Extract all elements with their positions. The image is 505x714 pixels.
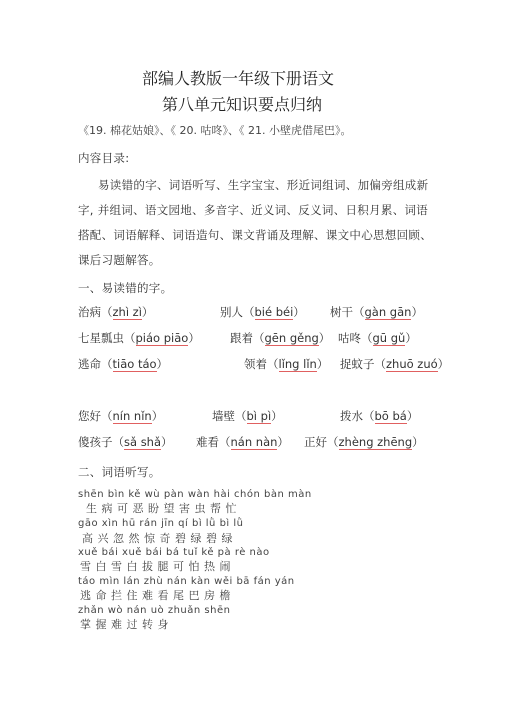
error-item: 领着（lǐng lǐn）: [244, 357, 329, 371]
error-item: 别人（bié béi）: [220, 305, 305, 319]
dictation-hanzi: 掌 握 难 过 转 身: [80, 618, 169, 631]
dictation-pinyin: zhǎn wò nán uò zhuǎn shēn: [78, 605, 231, 616]
error-item: 您好（nín nǐn）: [78, 409, 164, 423]
dictation-pinyin: táo mìn lán zhù nán kàn wěi bā fán yán: [78, 576, 295, 587]
page-subtitle: 第八单元知识要点归纳: [162, 95, 323, 114]
lesson-list: 《19. 棉花姑娘》、《 20. 咕咚》、《 21. 小壁虎借尾巴》。: [78, 124, 352, 137]
error-item: 树干（gàn gān）: [330, 305, 423, 319]
error-item: 难看（nán nàn）: [196, 435, 289, 449]
error-item: 七星瓢虫（piáo piāo）: [78, 331, 200, 345]
contents-line: 搭配、词语解释、词语造句、课文背诵及理解、课文中心思想回顾、: [78, 228, 432, 242]
dictation-pinyin: shēn bìn kě wù pàn wàn hài chón bàn màn: [78, 489, 312, 500]
error-item: 跟着（gēn gěng）: [230, 331, 331, 345]
error-item: 墙壁（bì pì）: [212, 409, 283, 423]
section-heading: 一、易读错的字。: [78, 281, 173, 295]
contents-line: 课后习题解答。: [78, 253, 161, 267]
error-item: 傻孩子（sǎ shǎ）: [78, 435, 173, 449]
contents-label: 内容目录:: [78, 151, 130, 165]
dictation-pinyin: xuě bái xuě bái bá tuǐ kě pà rè nào: [78, 547, 270, 558]
error-item: 捉蚊子（zhuō zuó）: [340, 357, 450, 371]
error-item: 正好（zhèng zhēng）: [304, 435, 424, 449]
dictation-hanzi: 生 病 可 恶 盼 望 害 虫 帮 忙: [86, 502, 237, 515]
dictation-hanzi: 高 兴 忽 然 惊 奇 碧 绿 碧 绿: [82, 532, 233, 545]
contents-line: 易读错的字、词语听写、生字宝宝、形近词组词、加偏旁组成新: [98, 178, 429, 192]
error-item: 拨水（bō bá）: [340, 409, 419, 423]
contents-line: 字, 并组词、语文园地、多音字、近义词、反义词、日积月累、词语: [78, 203, 429, 217]
dictation-hanzi: 逃 命 拦 住 难 看 尾 巴 房 檐: [80, 589, 231, 602]
page-title: 部编人教版一年级下册语文: [142, 69, 335, 88]
dictation-hanzi: 雪 白 雪 白 拔 腿 可 怕 热 闹: [80, 560, 231, 573]
error-item: 咕咚（gū gǔ）: [338, 331, 417, 345]
error-item: 逃命（tiāo táo）: [78, 357, 169, 371]
dictation-pinyin: gāo xìn hū rán jīn qí bì lǜ bì lǜ: [78, 518, 244, 529]
section-heading: 二、词语听写。: [78, 465, 161, 479]
error-item: 治病（zhì zì）: [78, 305, 154, 319]
